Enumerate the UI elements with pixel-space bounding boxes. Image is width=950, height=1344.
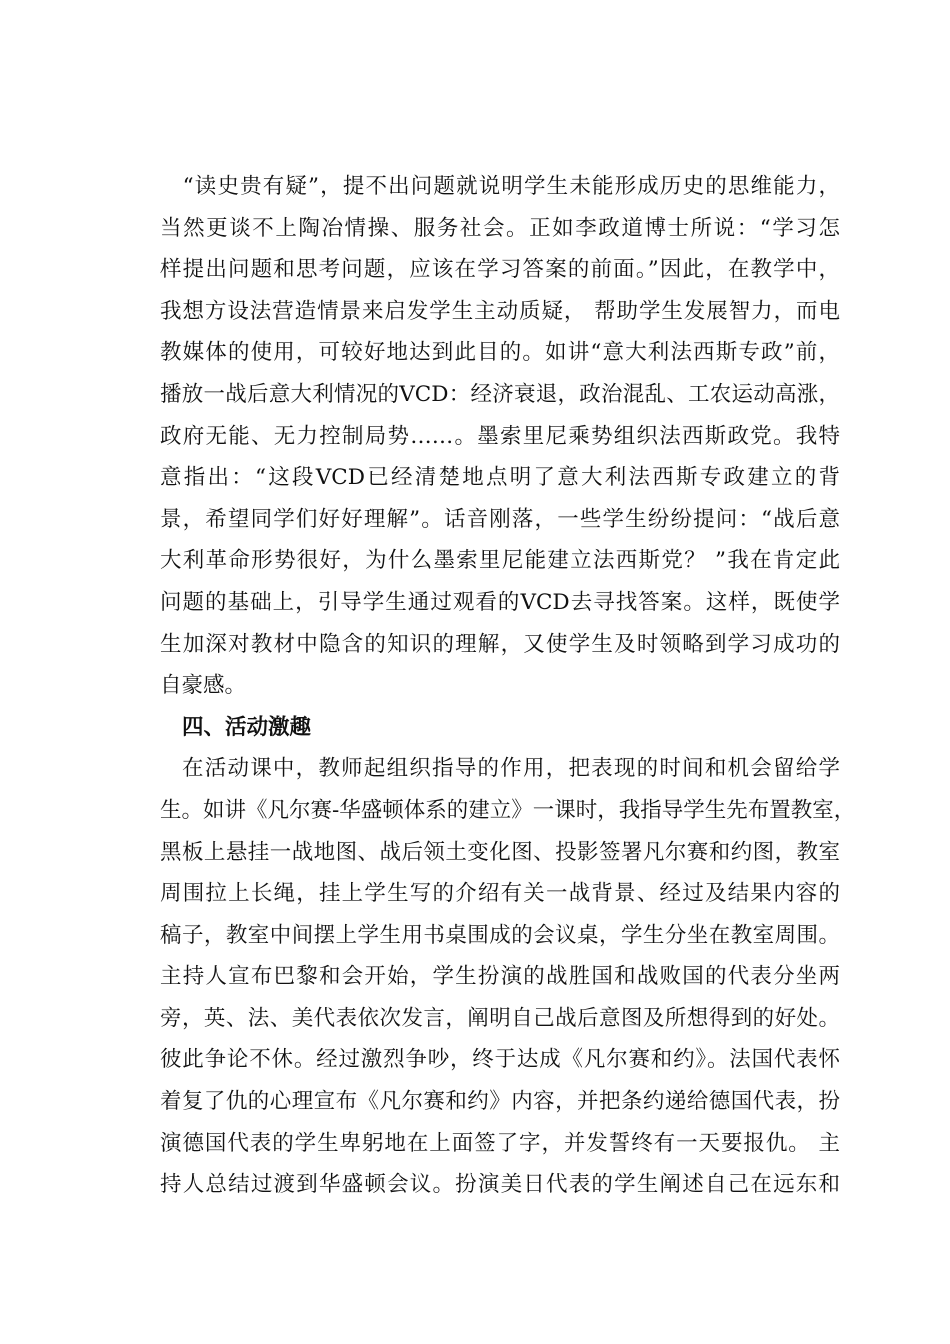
text-line: 自豪感。	[160, 673, 247, 699]
section-heading: 四、活动激趣	[182, 714, 312, 740]
text-line: 黑板上悬挂一战地图、战后领土变化图、投影签署凡尔赛和约图，教室	[160, 839, 840, 865]
text-line: 旁，英、法、美代表依次发言，阐明自己战后意图及所想得到的好处。	[160, 1005, 840, 1031]
document-page	[160, 166, 856, 1206]
text-line: 当然更谈不上陶冶情操、服务社会。正如李政道博士所说：“学习怎	[160, 215, 840, 241]
text-line: 意指出：“这段VCD已经清楚地点明了意大利法西斯专政建立的背	[160, 465, 840, 491]
text-line: 政府无能、无力控制局势……。墨索里尼乘势组织法西斯政党。我特	[160, 423, 840, 449]
text-line: 生加深对教材中隐含的知识的理解，又使学生及时领略到学习成功的	[160, 631, 840, 657]
text-line: 着复了仇的心理宣布《凡尔赛和约》内容，并把条约递给德国代表，扮	[160, 1089, 840, 1115]
text-line: 主持人宣布巴黎和会开始，学生扮演的战胜国和战败国的代表分坐两	[160, 964, 840, 990]
text-line: 景，希望同学们好好理解”。话音刚落，一些学生纷纷提问：“战后意	[160, 506, 840, 532]
text-line: 持人总结过渡到华盛顿会议。扮演美日代表的学生阐述自己在远东和	[160, 1172, 840, 1198]
text-line: 大利革命形势很好，为什么墨索里尼能建立法西斯党？ ”我在肯定此	[160, 548, 840, 574]
text-line: 在活动课中，教师起组织指导的作用，把表现的时间和机会留给学	[182, 756, 840, 782]
text-line: 我想方设法营造情景来启发学生主动质疑， 帮助学生发展智力，而电	[160, 298, 840, 324]
text-line: 演德国代表的学生卑躬地在上面签了字，并发誓终有一天要报仇。 主	[160, 1130, 840, 1156]
text-line: 彼此争论不休。经过激烈争吵，终于达成《凡尔赛和约》。法国代表怀	[160, 1047, 840, 1073]
text-line: 稿子，教室中间摆上学生用书桌围成的会议桌，学生分坐在教室周围。	[160, 922, 840, 948]
paragraph-questioning	[160, 166, 840, 707]
text-line: 生。如讲《凡尔赛-华盛顿体系的建立》一课时，我指导学生先布置教室，	[160, 797, 856, 823]
text-line: 教媒体的使用，可较好地达到此目的。如讲“意大利法西斯专政”前，	[160, 340, 840, 366]
text-line: 问题的基础上，引导学生通过观看的VCD去寻找答案。这样，既使学	[160, 589, 840, 615]
text-line: 周围拉上长绳，挂上学生写的介绍有关一战背景、经过及结果内容的	[160, 881, 840, 907]
text-line: 播放一战后意大利情况的VCD：经济衰退，政治混乱、工农运动高涨，	[160, 381, 840, 407]
text-line: 样提出问题和思考问题，应该在学习答案的前面。”因此，在教学中，	[160, 257, 840, 283]
paragraph-activity	[160, 748, 856, 1206]
text-line: “读史贵有疑”，提不出问题就说明学生未能形成历史的思维能力，	[160, 174, 840, 199]
